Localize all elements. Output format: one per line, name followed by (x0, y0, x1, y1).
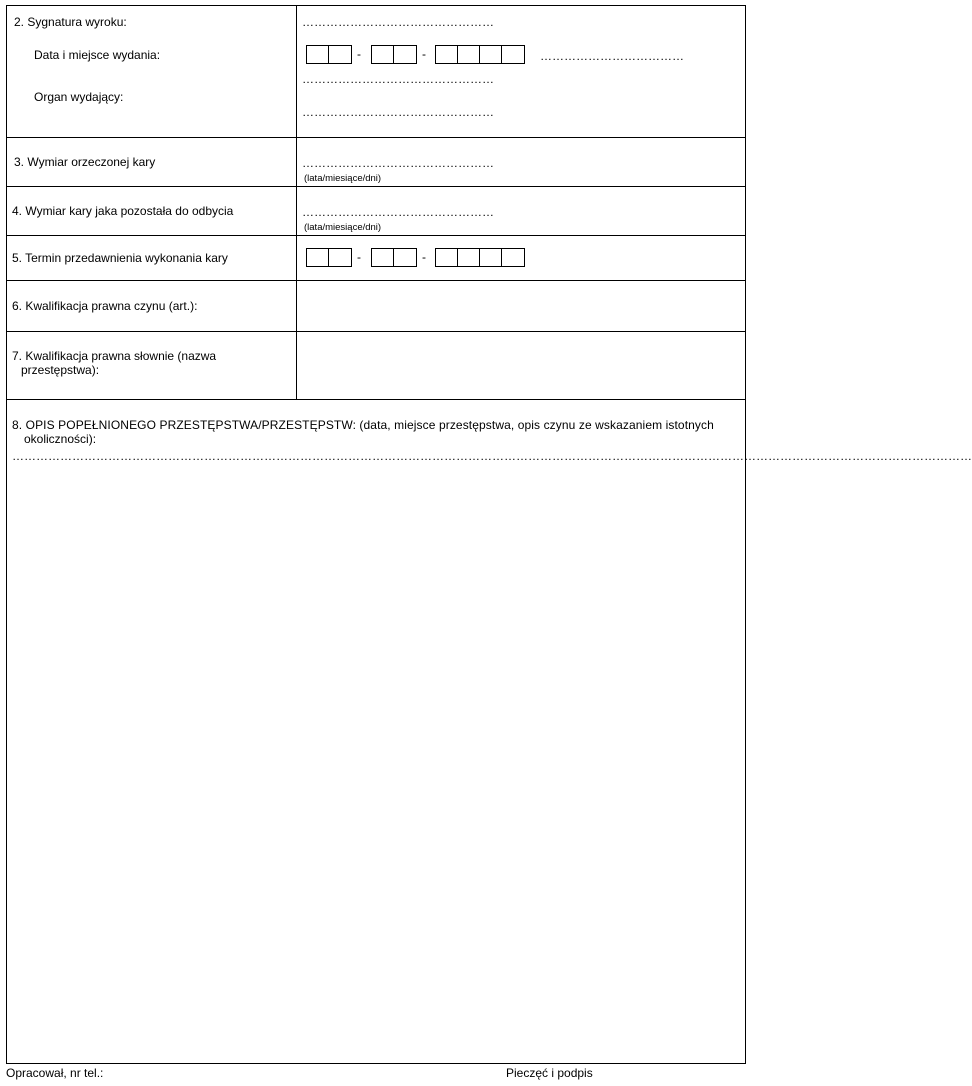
row-legal-article (7, 281, 745, 332)
label-legal-name-line1: 7. Kwalifikacja prawna słownie (nazwa (12, 349, 217, 363)
issue-extra-dots[interactable]: ………………………………………… (302, 72, 494, 86)
sentence-length-dots[interactable]: ………………………………………… (302, 156, 494, 170)
issue-year-boxes[interactable] (435, 45, 525, 64)
row-signature (7, 6, 745, 138)
remaining-sentence-dots[interactable]: ………………………………………… (302, 205, 494, 219)
label-crime-description-line2: okoliczności): (24, 432, 97, 446)
signature-dots[interactable]: ………………………………………… (302, 15, 494, 29)
column-divider (296, 138, 297, 186)
column-divider (296, 236, 297, 280)
label-legal-name-line2: przestępstwa): (21, 363, 100, 377)
remaining-sentence-hint: (lata/miesiące/dni) (304, 222, 382, 233)
form-table (6, 5, 972, 1064)
label-sentence-length: 3. Wymiar orzeczonej kary (14, 155, 156, 169)
issue-place-dots[interactable]: ……………………………… (540, 49, 684, 63)
column-divider (296, 332, 297, 399)
label-organ: Organ wydający: (34, 90, 124, 104)
row-legal-name (7, 332, 745, 400)
label-crime-description: 8. OPIS POPEŁNIONEGO PRZESTĘPSTWA/PRZESTĘPSTW: (data, miejsce przestępstwa, opis czynu ze wskazaniem istotnych (12, 418, 714, 432)
column-divider (296, 6, 297, 137)
label-legal-article: 6. Kwalifikacja prawna czynu (art.): (12, 299, 198, 313)
label-signature: 2. Sygnatura wyroku: (14, 15, 127, 29)
issue-day-boxes[interactable] (306, 45, 352, 64)
date-separator: - (357, 250, 361, 264)
organ-dots[interactable]: ………………………………………… (302, 105, 494, 119)
sentence-length-hint: (lata/miesiące/dni) (304, 173, 382, 184)
row-sentence-length (7, 138, 745, 187)
limitation-day-boxes[interactable] (306, 248, 352, 267)
date-separator: - (422, 250, 426, 264)
label-remaining-sentence: 4. Wymiar kary jaka pozostała do odbycia (12, 204, 234, 218)
prepared-by-label: Opracował, nr tel.: (6, 1066, 104, 1080)
row-remaining-sentence (7, 187, 745, 236)
crime-description-dots[interactable]: …………………………………………………………………………………………………………………………………………………………………………………………………………………… (12, 449, 972, 463)
limitation-year-boxes[interactable] (435, 248, 525, 267)
label-limitation-date: 5. Termin przedawnienia wykonania kary (12, 251, 228, 265)
crime-description-area[interactable] (7, 400, 972, 1063)
date-separator: - (422, 47, 426, 61)
issue-month-boxes[interactable] (371, 45, 417, 64)
stamp-signature-label: Pieczęć i podpis (506, 1066, 593, 1080)
label-date-place: Data i miejsce wydania: (34, 48, 161, 62)
limitation-month-boxes[interactable] (371, 248, 417, 267)
column-divider (296, 187, 297, 235)
date-separator: - (357, 47, 361, 61)
row-limitation-date (7, 236, 745, 281)
column-divider (296, 281, 297, 331)
